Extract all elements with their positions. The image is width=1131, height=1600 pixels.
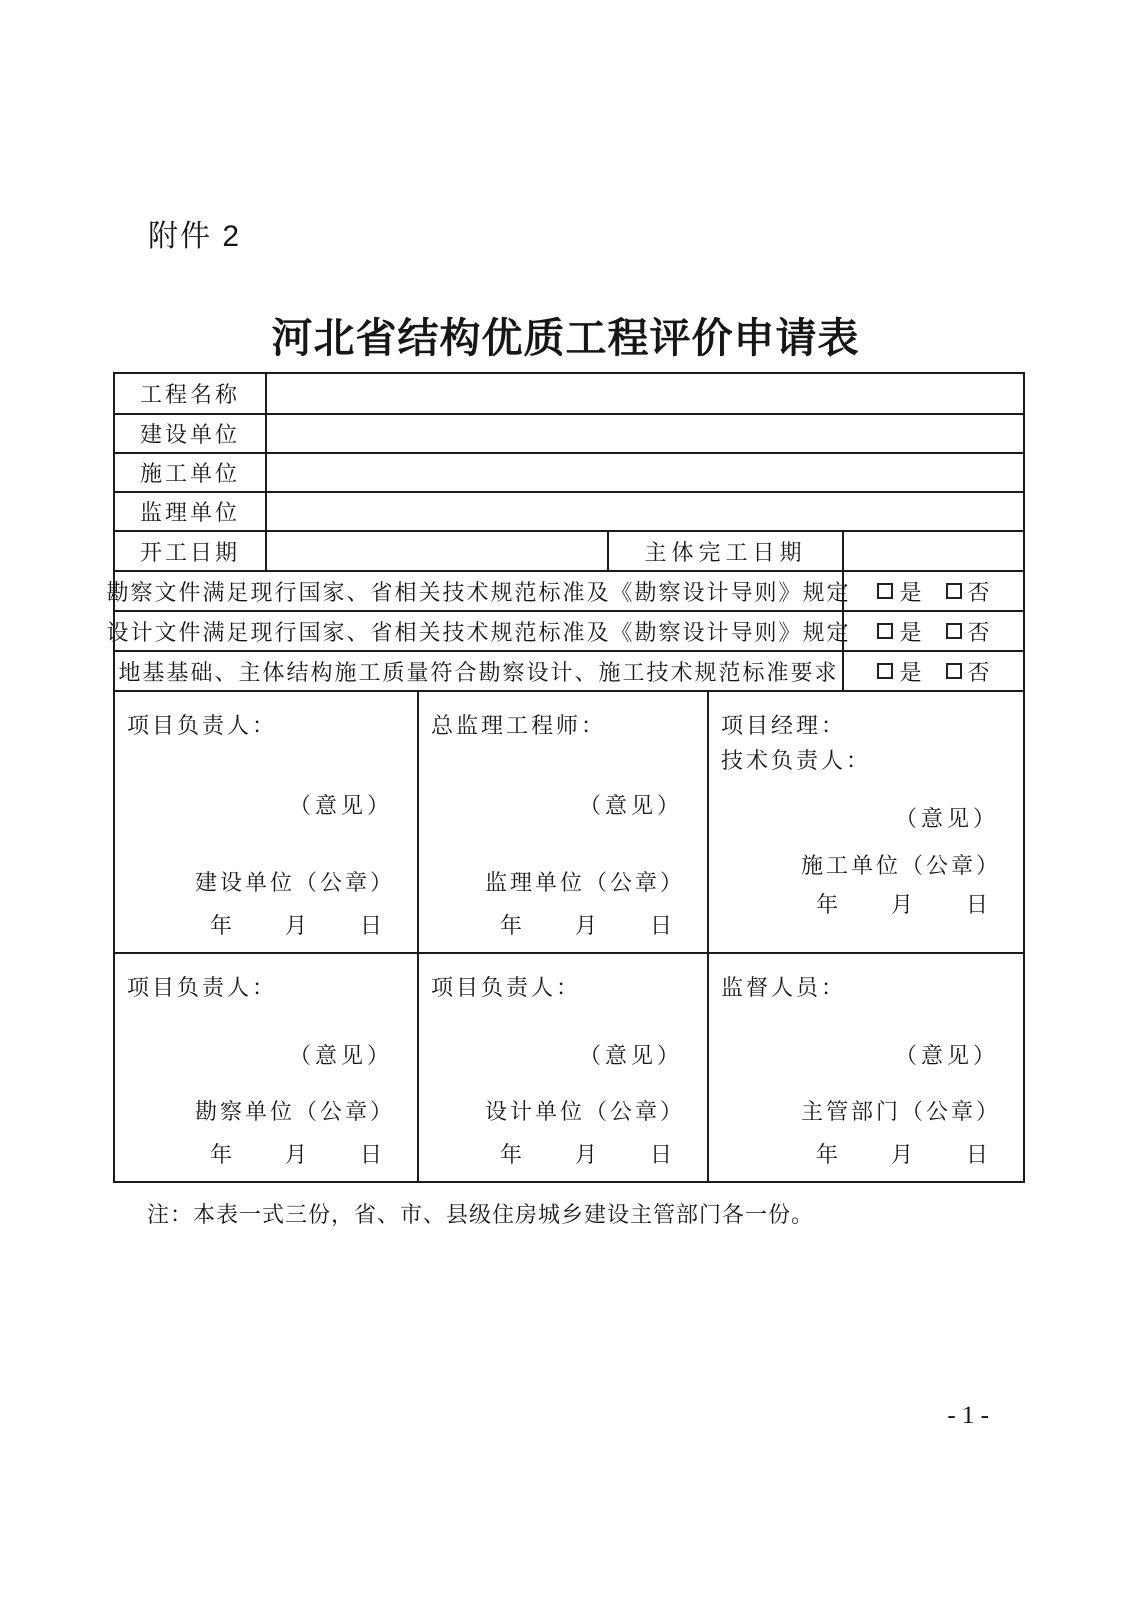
date-line: 年 月 日 (815, 1142, 991, 1167)
constructor-unit-row (115, 452, 1023, 491)
seal-line: 建设单位（公章） (194, 870, 395, 895)
sign-head: 监督人员： (721, 975, 847, 1000)
quality-yes-checkbox[interactable] (877, 656, 921, 687)
supervision-unit-label: 监理单位 (139, 500, 240, 525)
no-label: 否 (967, 579, 990, 605)
survey-yes-checkbox[interactable] (877, 576, 921, 607)
yes-label: 是 (899, 659, 922, 685)
completion-date-label: 主体完工日期 (607, 532, 842, 570)
design-docs-choices (842, 612, 1023, 650)
owner-unit-input[interactable] (265, 415, 1023, 452)
date-line: 年 月 日 (499, 913, 675, 938)
project-name-input[interactable] (265, 374, 1023, 413)
seal-line: 施工单位（公章） (800, 853, 1001, 879)
supervision-unit-input[interactable] (265, 493, 1023, 530)
constructor-unit-input[interactable] (265, 454, 1023, 491)
project-name-label: 工程名称 (139, 382, 240, 407)
owner-sign-cell[interactable] (115, 692, 417, 952)
start-date-label: 开工日期 (139, 539, 240, 565)
checkbox-icon (946, 663, 962, 679)
constructor-unit-label: 施工单位 (139, 461, 240, 486)
owner-unit-row (115, 413, 1023, 452)
date-line: 年 月 日 (209, 913, 385, 938)
owner-unit-label: 建设单位 (139, 422, 240, 447)
footnote: 注：本表一式三份，省、市、县级住房城乡建设主管部门各一份。 (147, 1202, 815, 1227)
yes-label: 是 (899, 579, 922, 605)
authority-sign-cell[interactable] (707, 954, 1023, 1181)
no-label: 否 (967, 659, 990, 685)
checkbox-icon (877, 583, 893, 599)
checkbox-icon (946, 583, 962, 599)
quality-statement: 地基基础、主体结构施工质量符合勘察设计、施工技术规范标准要求 (118, 659, 839, 685)
yes-label: 是 (899, 619, 922, 645)
surveyor-sign-cell[interactable] (115, 954, 417, 1181)
page-title: 河北省结构优质工程评价申请表 (271, 315, 860, 361)
opinion-placeholder: （意见） (894, 806, 999, 832)
survey-docs-row (106, 570, 1023, 610)
design-docs-statement: 设计文件满足现行国家、省相关技术规范标准及《勘察设计导则》规定 (106, 619, 851, 645)
checkbox-icon (877, 623, 893, 639)
opinion-placeholder: （意见） (894, 1043, 999, 1069)
survey-docs-choices (842, 572, 1023, 610)
quality-row (115, 650, 1023, 690)
sign-head: 项目经理： (721, 713, 847, 738)
attachment-label: 附件 2 (148, 220, 242, 253)
completion-date-input[interactable] (842, 532, 1023, 570)
project-name-row (115, 374, 1023, 413)
opinion-placeholder: （意见） (578, 793, 683, 819)
contractor-sign-cell[interactable] (707, 692, 1023, 952)
design-yes-checkbox[interactable] (877, 616, 921, 647)
designer-sign-cell[interactable] (417, 954, 707, 1181)
supervisor-sign-cell[interactable] (417, 692, 707, 952)
seal-line: 勘察单位（公章） (194, 1099, 395, 1124)
sign-head: 总监理工程师： (431, 713, 607, 738)
signature-row-2 (115, 952, 1023, 1181)
supervision-unit-row (115, 491, 1023, 530)
design-no-checkbox[interactable] (946, 616, 990, 647)
sign-head: 技术负责人： (721, 748, 872, 774)
date-line: 年 月 日 (209, 1142, 385, 1167)
seal-line: 主管部门（公章） (800, 1099, 1001, 1124)
seal-line: 设计单位（公章） (484, 1099, 685, 1124)
quality-choices (842, 652, 1023, 690)
start-date-input[interactable] (265, 532, 607, 570)
no-label: 否 (967, 619, 990, 645)
signature-row-1 (115, 690, 1023, 952)
opinion-placeholder: （意见） (288, 793, 393, 819)
design-docs-row (106, 610, 1023, 650)
sign-head: 项目负责人： (127, 713, 278, 738)
survey-no-checkbox[interactable] (946, 576, 990, 607)
date-line: 年 月 日 (815, 892, 991, 918)
date-line: 年 月 日 (499, 1142, 675, 1167)
checkbox-icon (877, 663, 893, 679)
checkbox-icon (946, 623, 962, 639)
application-form-table (106, 372, 1025, 1183)
survey-docs-statement: 勘察文件满足现行国家、省相关技术规范标准及《勘察设计导则》规定 (106, 579, 851, 605)
opinion-placeholder: （意见） (288, 1043, 393, 1069)
seal-line: 监理单位（公章） (484, 870, 685, 895)
sign-head: 项目负责人： (127, 975, 278, 1000)
dates-row (115, 530, 1023, 570)
quality-no-checkbox[interactable] (946, 656, 990, 687)
sign-head: 项目负责人： (431, 975, 582, 1000)
opinion-placeholder: （意见） (578, 1043, 683, 1069)
page-number: - 1 - (947, 1402, 989, 1429)
